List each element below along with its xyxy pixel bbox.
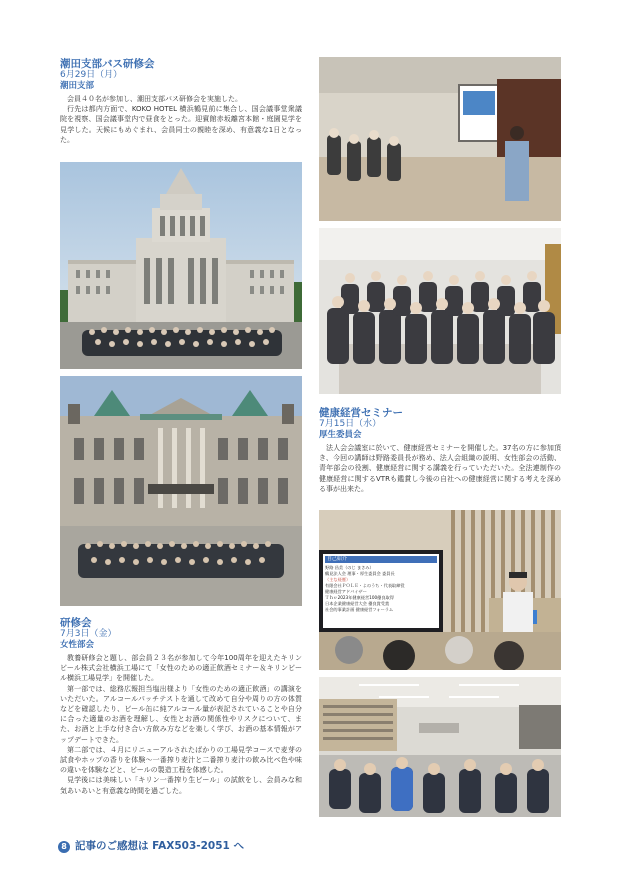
paragraph: 第一部では、総務広報担当塩出様より「女性のための適正飲酒」の講演をいただいた。アルコールパッチテストを通して改めて自分や周りの方の体質などを確認したり、ビール缶に純アルコール量が表記されていることや自分に合った適量のお酒を理解し、女性とお酒の関係性やリスクについて、また、お酒と上手な付き合い方飲み方などを楽しく学び、お酒の基本情報がアップデートできた。 — [60, 684, 302, 744]
photo-women-group — [319, 228, 561, 394]
slide-line: 社会的事業計画 健康経営フォーラム — [325, 607, 394, 612]
slide-line: 健康経営アドバイザー — [325, 589, 367, 594]
slide-line: 鶴見法人会 理事・厚生委員会 委員長 — [325, 571, 395, 576]
paragraph: 会員４０名が参加し、潮田支部バス研修会を実施した。 — [67, 95, 242, 103]
page-number-badge: 8 — [58, 841, 70, 853]
paragraph: 見学後には美味しい「キリン一番搾り生ビール」の試飲をし、会員みな和気あいあいと有意義な時間を過ごした。 — [60, 776, 302, 795]
photo-conference-room — [319, 677, 561, 817]
slide-line: Ｔｈｅ2023年健康経営100優良取得 — [325, 595, 394, 600]
slide-line: 日本企業健康経営大会 優良賞受賞 — [325, 601, 390, 606]
slide — [325, 556, 437, 626]
photo-kirin-seminar — [319, 57, 561, 221]
section-dept: 女性部会 — [60, 640, 95, 650]
feedback-fax-note: 記事のご感想は FAX503-2051 へ — [75, 840, 244, 852]
section-bus-tour — [60, 58, 302, 145]
section-date: 6月29日（月） — [60, 70, 123, 80]
section-date: 7月15日（水） — [319, 419, 382, 429]
photo-health-seminar-speaker — [319, 510, 561, 670]
photo-akasaka-palace — [60, 376, 302, 606]
paragraph: 第二部では、４月にリニューアルされたばかりの工場見学コースで麦芽の試食やホップの香りを体験〜一番搾り麦汁と二番搾り麦汁の飲み比べ色や味の違いを体験などと、ビールの製造工程を体感した。 — [60, 745, 302, 775]
section-title: 潮田支部バス研修会 — [60, 58, 155, 70]
slide-line: （主な経歴） — [325, 577, 351, 582]
section-dept: 潮田支部 — [60, 81, 95, 91]
section-dept: 厚生委員会 — [319, 430, 362, 440]
section-health-seminar — [319, 407, 561, 494]
section-body — [60, 94, 302, 145]
section-date: 7月3日（金） — [60, 629, 117, 639]
section-body — [319, 443, 561, 494]
slide-line: 野路 昌美（のじ まさみ） — [325, 565, 374, 570]
section-training — [60, 617, 302, 796]
paragraph: 法人会会議室に於いて、健康経営セミナーを開催した。37名の方に参加頂き、今回の講師は野路委員長が務め、法人会組織の説明、女性部会の活動、青年部会の役割、健康経営に関する講義を行っていただいた。全法連制作の健康経営に関するVTRも鑑賞し今後の自社への健康経営に関する考えを深める事が出来た。 — [319, 444, 561, 493]
photo-diet-building — [60, 162, 302, 369]
section-title: 健康経営セミナー — [319, 407, 403, 419]
slide-line: 有限会社ＰＯＬＥ・よのうち・代表取締役 — [325, 583, 405, 588]
section-title: 研修会 — [60, 617, 92, 629]
paragraph: 行先は都内方面で、KOKO HOTEL 横浜鶴見前に集合し、国会議事堂衆議院を視察、国会議事堂内で昼食をとった。迎賓館赤坂離宮本館・庭園見学を見学した。天候にもめぐまれ、会員同士の親睦を深め、有意義な1日となった。 — [60, 105, 302, 144]
slide-heading: 自己紹介 — [325, 556, 437, 563]
paragraph: 教養研修会と題し、部会員２３名が参加して今年100周年を迎えたキリンビール株式会社横浜工場にて「女性のための適正飲酒セミナー＆キリンビール横浜工場見学」を開催した。 — [60, 654, 302, 683]
section-body — [60, 653, 302, 796]
